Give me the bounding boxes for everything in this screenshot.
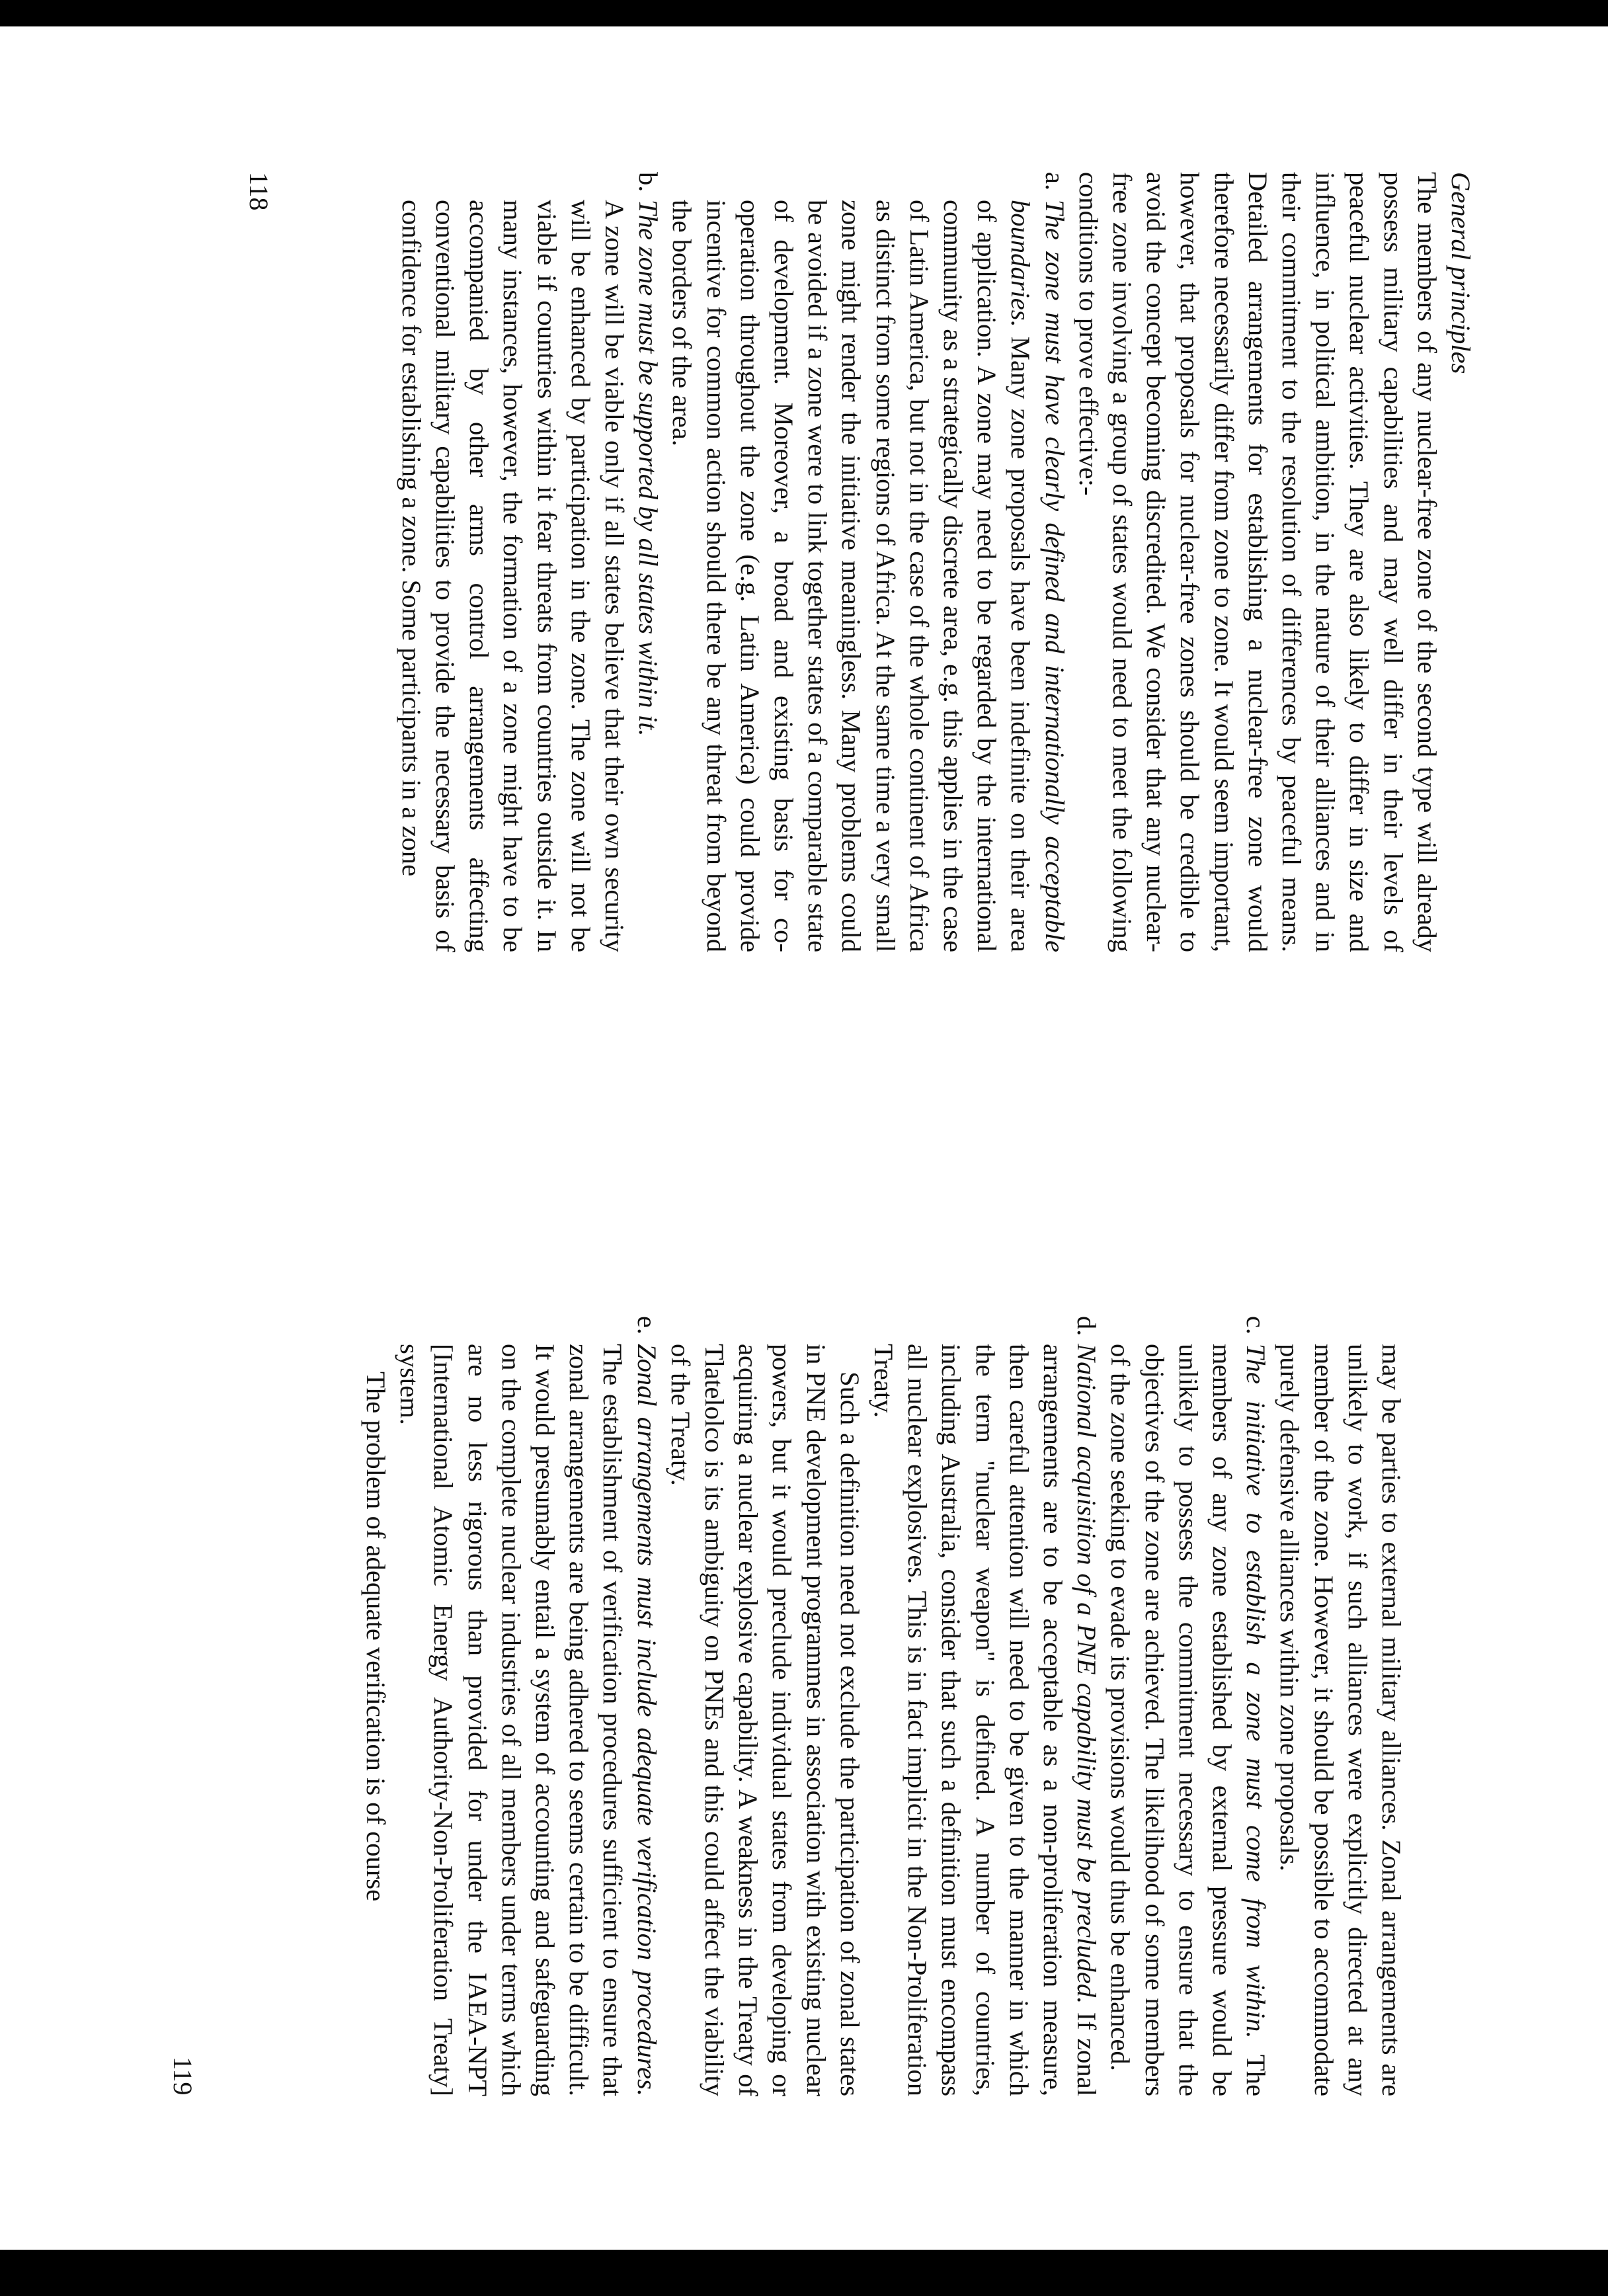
condition-c (1104, 1316, 1273, 2096)
condition-a-title: The zone must have clearly defined and internationally acceptable boundaries. (1006, 200, 1070, 952)
condition-e (393, 1316, 664, 2096)
condition-b (631, 172, 665, 952)
condition-d-body: If zonal arrangements are to be acceptable as a non-proliferation measure, then careful attention will need to be given to the manner in which the term "nuclear weapon" is defined. A number of countries, including Australia, consider that such a definition must encompass all nuclear explosives. This is in fact implicit in the Non-Proliferation Treaty. (868, 1344, 1102, 2096)
page-number-119: 119 (168, 2057, 198, 2096)
condition-e-body: The establishment of verification procedures sufficient to ensure that zonal arrangements are being adhered to seems certain to be difficult. It would presumably entail a system of accounting and safeguarding on the complete nuclear industries of all members under terms which are no less rigorous than provided for under the IAEA-NPT [International Atomic Energy Authority-Non-Proliferation Treaty] system. (395, 1344, 628, 2096)
page-118-text (395, 172, 1478, 952)
paragraph-final: The problem of adequate verification is of course (360, 1372, 391, 1902)
page-119-text (359, 1316, 1408, 2096)
condition-b-label: b. (633, 172, 664, 192)
paragraph-intro: The members of any nuclear-free zone of the second type will already possess military capabilities and may well differ in their levels of peaceful nuclear activities. They are also likely to differ in size and influence, in political ambition, in the nature of their alliances and in their commitment to the resolution of differences by peaceful means. Detailed arrangements for establishing a nuclear-free zone would therefore necessarily differ from zone to zone. It would seem important, however, that proposals for nuclear-free zones should be credible to avoid the concept becoming discredited. We consider that any nuclear-free zone involving a group of states would need to meet the following conditions to prove effective:- (1073, 172, 1442, 952)
condition-e-title: Zonal arrangements must include adequate verification procedures. (631, 1344, 662, 2096)
condition-b-title: The zone must be supported by all states within it. (633, 200, 664, 737)
page-118-content (235, 172, 1478, 952)
condition-b-body: A zone will be viable only if all states believe that their own security will be enhanced by participation in the zone. The zone will not be viable if countries within it fear threats from countries outside it. In many instances, however, the formation of a zone might have to be accompanied by other arms control arrangements affecting conventional military capabilities to provide the necessary basis of confidence for establishing a zone. Some participants in a zone (396, 200, 629, 952)
condition-c-label: c. (1241, 1316, 1271, 1335)
condition-a (665, 172, 1071, 952)
page-119-content (165, 1316, 1408, 2096)
condition-d-paragraph-2: Such a definition need not exclude the participation of zonal states in PNE development programmes in association with existing nuclear powers, but it would preclude individual states from developing or acquiring a nuclear explosive capability. A weakness in the Treaty of Tlatelolco is its ambiguity on PNEs and this could affect the viability of the Treaty. (665, 1344, 865, 2096)
condition-a-label: a. (1039, 172, 1070, 191)
condition-d (867, 1316, 1104, 2096)
condition-e-label: e. (631, 1316, 662, 1335)
condition-d-label: d. (1072, 1316, 1102, 1336)
section-heading: General principles (1446, 172, 1476, 374)
page-119 (165, 1316, 1408, 2096)
scan-edge-bottom (0, 2250, 1608, 2296)
paragraph-continued: may be parties to external military alliances. Zonal arrangements are unlikely to work, if such alliances were explicitly directed at any member of the zone. However, it should be possible to accommodate purely defensive alliances within zone proposals. (1275, 1344, 1406, 2096)
page-number-118: 118 (244, 172, 274, 211)
scan-edge-top (0, 0, 1608, 26)
condition-a-body: Many zone proposals have been indefinite on their area of application. A zone may need to be regarded by the international community as a strategically discrete area, e.g. this applies in the case of Latin America, but not in the case of the whole continent of Africa as distinct from some regions of Africa. At the same time a very small zone might render the initiative meaningless. Many problems could be avoided if a zone were to link together states of a comparable state of development. Moreover, a broad and existing basis for co-operation throughout the zone (e.g. Latin America) could provide incentive for common action should there be any threat from beyond the borders of the area. (667, 200, 1036, 952)
condition-c-body: The members of any zone established by external pressure would be unlikely to possess the commitment necessary to ensure that the objectives of the zone are achieved. The likelihood of some members of the zone seeking to evade its provisions would thus be enhanced. (1106, 1344, 1271, 2096)
condition-d-title: National acquisition of a PNE capability must be precluded. (1072, 1344, 1102, 2004)
condition-c-title: The initiative to establish a zone must come from within. (1241, 1344, 1271, 2039)
page-118 (235, 172, 1478, 952)
